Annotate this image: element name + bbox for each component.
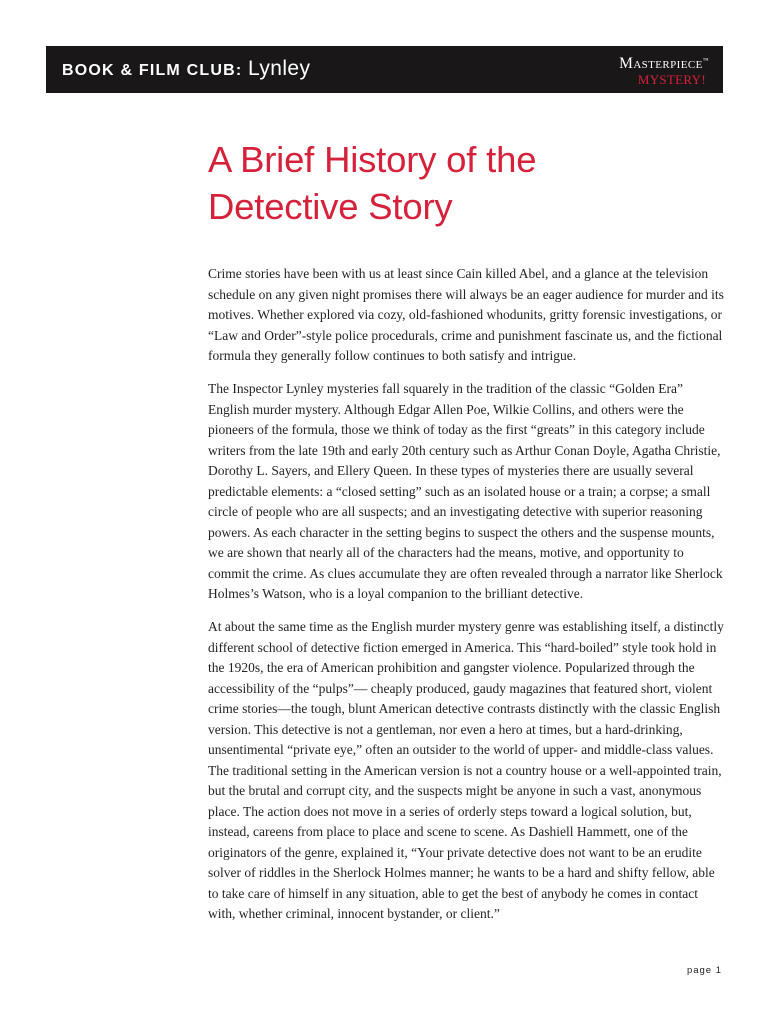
paragraph-1: Crime stories have been with us at least since Cain killed Abel, and a glance at the television schedule on any given night promises there will always be an eager audience for murder and its motives. Whether explored via cozy, old-fashioned whodunits, gritty forensic investigations, or “Law and Order”-style police procedurals, crime and punishment fascinate us, and the fictional formula they generally follow continues to both satisfy and intrigue. — [208, 266, 724, 363]
masterpiece-mystery-logo — [619, 53, 709, 87]
paragraph-3: At about the same time as the English murder mystery genre was establishing itself, a distinctly different school of detective fiction emerged in America. This “hard-boiled” style took hold in the 1920s, the era of American prohibition and gangster violence. Popularized through the accessibility of the “pulps”— cheaply produced, gaudy magazines that featured short, violent crime stories—the tough, blunt American detective contrasts distinctly with the classic English version. This detective is not a gentleman, nor even a hero at times, but a hard-drinking, unsentimental “private eye,” often an outsider to the world of upper- and middle-class values. The traditional setting in the American version is not a country house or a well-appointed train, but the brutal and corrupt city, and the suspects might be anyone in such a vast, anonymous place. The action does not move in a series of orderly steps toward a logical solution, but, instead, careens from place to place and scene to scene. As Dashiell Hammett, one of the originators of the genre, explained it, “Your private detective does not want to be an erudite solver of riddles in the Sherlock Holmes manner; he wants to be a hard and shifty fellow, able to take care of himself in any situation, able to get the best of anybody he comes in contact with, whether criminal, innocent bystander, or client.” — [208, 619, 724, 921]
title-line-2: Detective Story — [208, 186, 453, 227]
page-title — [208, 136, 728, 230]
paragraph-2: The Inspector Lynley mysteries fall squarely in the tradition of the classic “Golden Era” English murder mystery. Although Edgar Allen Poe, Wilkie Collins, and others were the pioneers of the formula, those we think of today as the first “greats” in this category include writers from the late 19th and early 20th century such as Arthur Conan Doyle, Agatha Christie, Dorothy L. Sayers, and Ellery Queen. In these types of mysteries there are usually several predictable elements: a “closed setting” such as an isolated house or a train; a corpse; a small circle of people who are all suspects; and an investigating detective with superior reasoning powers. As each character in the setting begins to suspect the others and the suspense mounts, we are shown that nearly all of the characters had the means, motive, and opportunity to commit the crime. As clues accumulate they are often revealed through a narrator like Sherlock Holmes’s Watson, who is a loyal companion to the brilliant detective. — [208, 381, 723, 601]
page-number: page 1 — [686, 965, 722, 976]
series-name: Lynley — [248, 57, 311, 80]
logo-masterpiece-text: Masterpiece™ — [619, 55, 709, 73]
title-line-1: A Brief History of the — [208, 139, 537, 180]
logo-mystery-text: MYSTERY! — [637, 72, 706, 88]
article-body — [208, 264, 726, 937]
header-bar — [46, 46, 723, 93]
club-title — [62, 57, 310, 81]
club-label: BOOK & FILM CLUB: — [62, 62, 243, 79]
